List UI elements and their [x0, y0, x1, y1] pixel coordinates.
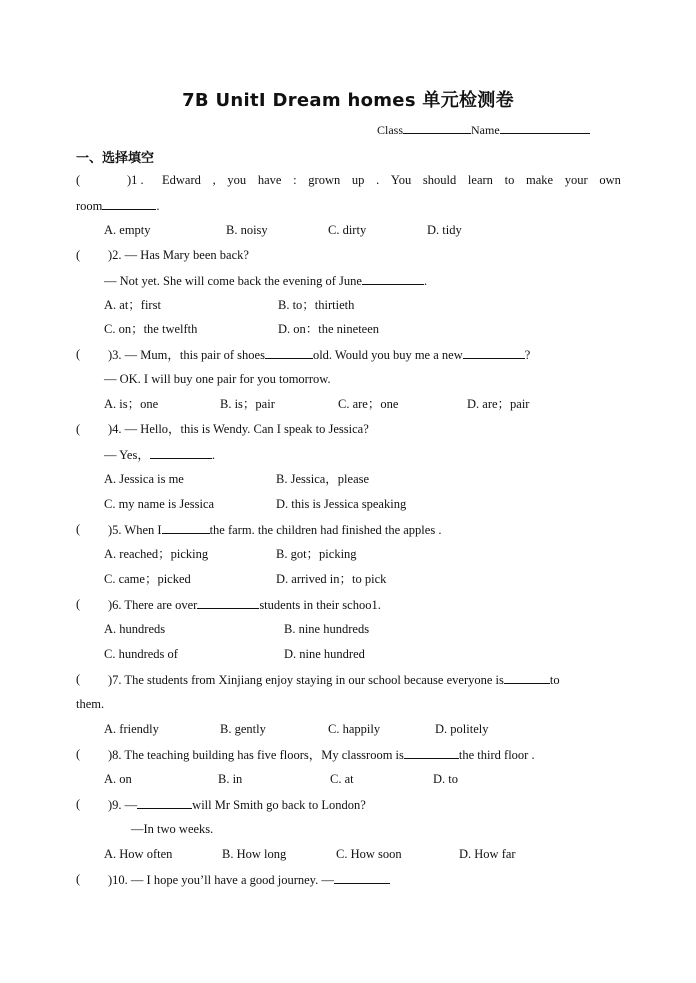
q1-word: . [376, 173, 380, 187]
option-a[interactable]: A. friendly [104, 722, 159, 736]
option-a[interactable]: A. on [104, 772, 132, 786]
answer-paren[interactable]: ( [76, 747, 103, 761]
option-c[interactable]: C. are；one [338, 397, 399, 411]
q4-end: . [211, 448, 215, 462]
option-b[interactable]: B. noisy [226, 223, 268, 237]
answer-paren[interactable]: ( [76, 422, 103, 436]
q4-line2-text: — Yes， [104, 448, 150, 462]
option-d[interactable]: D. on：the nineteen [278, 322, 380, 336]
option-c[interactable]: C. How soon [336, 847, 402, 861]
option-d[interactable]: D. politely [435, 722, 489, 736]
q4-options-row1 [0, 471, 696, 487]
question-1 [0, 172, 696, 188]
question-5 [0, 521, 696, 537]
q1-end: . [156, 199, 160, 213]
option-a[interactable]: A. at；first [104, 298, 161, 312]
option-b[interactable]: B. gently [220, 722, 266, 736]
option-c[interactable]: C. happily [328, 722, 381, 736]
option-a[interactable]: A. empty [104, 223, 151, 237]
option-c[interactable]: C. at [330, 772, 354, 786]
q9-text-a: )9. — [108, 798, 138, 812]
q4-text: )4. — Hello，this is Wendy. Can I speak to Jessica? [108, 422, 369, 436]
q10-text [108, 871, 390, 888]
q7-line2: them. [76, 697, 105, 711]
q7-text [108, 671, 560, 688]
q3-line2: — OK. I will buy one pair for you tomorrow. [104, 372, 331, 386]
q1-cont-text: room [76, 199, 103, 213]
q1-word: own [599, 173, 621, 187]
option-a[interactable]: A. reached；picking [104, 547, 209, 561]
answer-paren[interactable]: ( [76, 347, 103, 361]
section-heading: 一、选择填空 [76, 151, 155, 166]
option-c[interactable]: C. dirty [328, 223, 367, 237]
name-blank[interactable] [500, 121, 590, 134]
q3-text-a: )3. — Mum，this pair of shoes [108, 348, 265, 362]
answer-paren[interactable]: ( [76, 672, 103, 686]
question-6 [0, 596, 696, 612]
q8-blank[interactable] [404, 746, 459, 759]
name-label: Name [471, 123, 500, 137]
q1-word: your [564, 173, 588, 187]
q1-word: to [504, 173, 515, 187]
q9-line2: —In two weeks. [131, 822, 214, 836]
option-b[interactable]: B. in [218, 772, 243, 786]
q3-blank-1[interactable] [265, 346, 313, 359]
option-d[interactable]: D. tidy [427, 223, 462, 237]
q3-text-c: ? [524, 348, 531, 362]
option-d[interactable]: D. are；pair [467, 397, 530, 411]
q1-text [162, 172, 621, 188]
question-7 [0, 671, 696, 687]
q1-word: learn [467, 173, 493, 187]
q1-continuation [76, 197, 160, 213]
question-10 [0, 871, 696, 887]
q6-text-a: )6. There are over [108, 598, 198, 612]
q6-text [108, 596, 381, 613]
q4-options-row2 [0, 496, 696, 512]
q1-word: you [227, 173, 247, 187]
q2-options-row2 [0, 321, 696, 337]
q1-word: , [212, 173, 216, 187]
q3-text-b: old. Would you buy me a new [312, 348, 463, 362]
class-label: Class [377, 123, 404, 137]
q9-text-b: will Mr Smith go back to London? [192, 798, 366, 812]
q5-options-row2 [0, 571, 696, 587]
question-9 [0, 796, 696, 812]
option-a[interactable]: A. How often [104, 847, 173, 861]
q6-text-b: students in their schoo1. [259, 598, 381, 612]
q1-word: up [351, 173, 365, 187]
option-c[interactable]: C. came；picked [104, 572, 191, 586]
answer-paren[interactable]: ( [76, 173, 112, 187]
q1-word: grown [308, 173, 341, 187]
question-8 [0, 746, 696, 762]
answer-paren[interactable]: ( [76, 248, 103, 262]
answer-paren[interactable]: ( [76, 872, 103, 886]
class-blank[interactable] [403, 121, 471, 134]
answer-paren[interactable]: ( [76, 522, 103, 536]
q6-options-row2 [0, 646, 696, 662]
q8-options [0, 771, 696, 787]
q9-blank[interactable] [137, 796, 192, 809]
q2-blank[interactable] [362, 272, 424, 285]
q1-word: : [293, 173, 297, 187]
q8-text-b: the third floor . [458, 748, 535, 762]
page-title: 7B UnitⅠ Dream homes 单元检测卷 [182, 90, 514, 111]
q1-word: should [422, 173, 457, 187]
q5-options-row1 [0, 546, 696, 562]
q8-text [108, 746, 535, 763]
option-a[interactable]: A. is；one [104, 397, 159, 411]
option-b[interactable]: B. Jessica，please [276, 472, 370, 486]
q4-line2 [104, 446, 215, 462]
option-b[interactable]: B. is；pair [220, 397, 275, 411]
option-d[interactable]: D. arrived in；to pick [276, 572, 387, 586]
q7-blank[interactable] [504, 671, 550, 684]
option-c[interactable]: C. my name is Jessica [104, 497, 215, 511]
q6-blank[interactable] [197, 596, 259, 609]
q2-line2 [104, 272, 427, 288]
q2-line2-text: — Not yet. She will come back the evening of June [104, 274, 362, 288]
option-b[interactable]: B. to；thirtieth [278, 298, 355, 312]
option-b[interactable]: B. How long [222, 847, 287, 861]
answer-paren[interactable]: ( [76, 797, 103, 811]
q5-blank[interactable] [162, 521, 210, 534]
question-2 [0, 247, 696, 263]
option-a[interactable]: A. Jessica is me [104, 472, 184, 486]
q3-blank-2[interactable] [463, 346, 525, 359]
q5-text-b: the farm. the children had finished the apples . [209, 523, 442, 537]
q1-blank[interactable] [102, 197, 156, 210]
q7-text-a: )7. The students from Xinjiang enjoy staying in our school because everyone is [108, 673, 504, 687]
q1-options [0, 222, 696, 238]
q9-text [108, 796, 366, 813]
option-d[interactable]: D. How far [459, 847, 516, 861]
option-c[interactable]: C. hundreds of [104, 647, 178, 661]
q10-blank[interactable] [334, 871, 390, 884]
q2-options-row1 [0, 297, 696, 313]
option-a[interactable]: A. hundreds [104, 622, 166, 636]
q8-text-a: )8. The teaching building has five floors，My classroom is [108, 748, 404, 762]
q1-number: )1 . [127, 173, 144, 187]
q7-options [0, 721, 696, 737]
q3-options [0, 396, 696, 412]
option-d[interactable]: D. to [433, 772, 458, 786]
q6-options-row1 [0, 621, 696, 637]
option-b[interactable]: B. nine hundreds [284, 622, 370, 636]
question-3 [0, 346, 696, 362]
option-d[interactable]: D. this is Jessica speaking [276, 497, 407, 511]
option-d[interactable]: D. nine hundred [284, 647, 365, 661]
q1-word: You [390, 173, 412, 187]
q5-text-a: )5. When I [108, 523, 162, 537]
option-c[interactable]: C. on；the twelfth [104, 322, 198, 336]
q2-end: . [423, 274, 428, 288]
question-4 [0, 421, 696, 437]
q1-word: have [257, 173, 282, 187]
q2-text: )2. — Has Mary been back? [108, 248, 249, 262]
q7-text-b: to [549, 673, 560, 687]
class-name-line [377, 121, 590, 138]
option-b[interactable]: B. got；picking [276, 547, 357, 561]
q1-word: make [526, 173, 554, 187]
q5-text [108, 521, 441, 538]
q10-text-a: )10. — I hope you’ll have a good journey. — [108, 873, 334, 887]
q3-text [108, 346, 530, 363]
answer-paren[interactable]: ( [76, 597, 103, 611]
q4-blank[interactable] [150, 446, 212, 459]
q1-word: Edward [162, 173, 201, 187]
q9-options [0, 846, 696, 862]
